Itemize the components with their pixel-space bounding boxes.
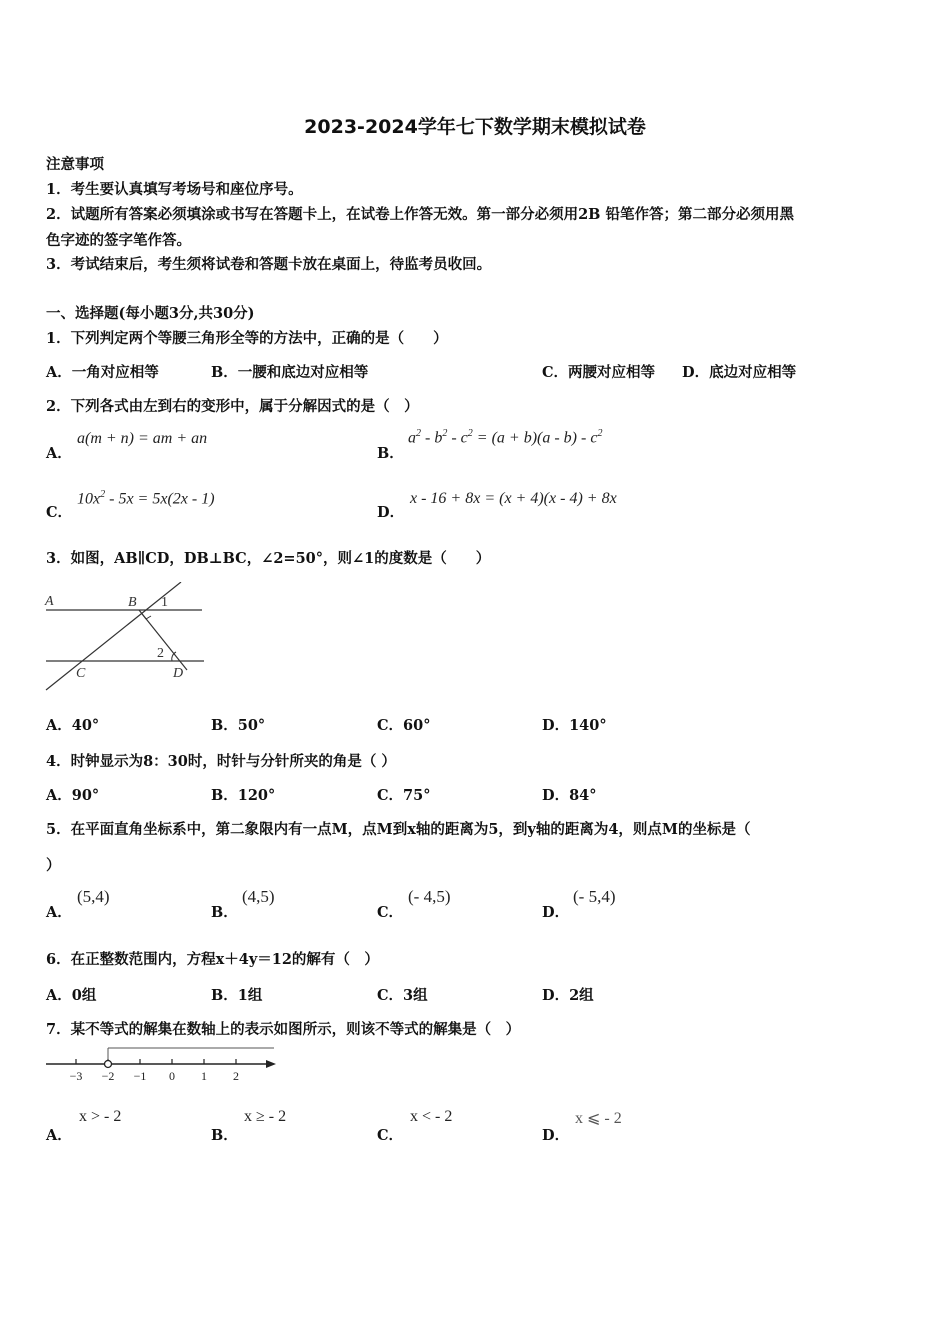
- q3-figure: [44, 582, 206, 694]
- q6-stem: 6．在正整数范围内，方程x＋4y＝12的解有（ ）: [46, 951, 379, 968]
- q2-stem: 2．下列各式由左到右的变形中，属于分解因式的是（ ）: [46, 398, 419, 415]
- q3-stem: 3．如图，AB∥CD，DB⊥BC，∠2=50°，则∠1的度数是（ ）: [46, 550, 491, 567]
- notice-item-1: 1．考生要认真填写考场号和座位序号。: [46, 181, 303, 198]
- label-1: 1: [161, 595, 168, 610]
- q1-option-c: C．两腰对应相等: [542, 364, 656, 381]
- q7-stem: 7．某不等式的解集在数轴上的表示如图所示，则该不等式的解集是（ ）: [46, 1021, 521, 1038]
- q7-option-d: x ⩽ - 2: [575, 1110, 622, 1127]
- q4-option-d: D．84°: [542, 787, 597, 804]
- label-d: D: [173, 666, 184, 681]
- angle-2-arc: [172, 652, 176, 661]
- axis-arrow: [266, 1060, 276, 1068]
- q2-label-b: B．: [377, 445, 404, 462]
- q2-label-d: D．: [377, 504, 405, 521]
- q7-option-b: x ≥ - 2: [244, 1108, 287, 1125]
- q2-option-b: $a^2 - b^2 - c^2 = (a + b)(a - b) - c^2$: [408, 428, 603, 447]
- q7-label-c: C．: [377, 1127, 404, 1144]
- q4-option-a: A．90°: [46, 787, 100, 804]
- notice-item-2: 2．试题所有答案必须填涂或书写在答题卡上，在试卷上作答无效。第一部分必须用2B 铅笔作答；第二部分必须用黑: [46, 206, 794, 223]
- label-b: B: [128, 595, 137, 610]
- axis-tick-label: 0: [169, 1069, 175, 1083]
- q5-option-c: (- 4,5): [408, 887, 451, 906]
- q4-option-c: C．75°: [377, 787, 431, 804]
- notice-heading: 注意事项: [46, 156, 104, 173]
- section-heading: 一、选择题(每小题3分,共30分): [46, 305, 255, 322]
- q1-stem: 1．下列判定两个等腰三角形全等的方法中，正确的是（ ）: [46, 330, 448, 347]
- q4-stem: 4．时钟显示为8：30时，时针与分针所夹的角是（ ）: [46, 753, 396, 770]
- q5-label-d: D．: [542, 904, 570, 921]
- q5-option-b: (4,5): [242, 887, 275, 906]
- q3-option-c: C．60°: [377, 717, 431, 734]
- q6-option-c: C．3组: [377, 987, 428, 1004]
- q5-stem: 5．在平面直角坐标系中，第二象限内有一点M，点M到x轴的距离为5，到y轴的距离为4，则点M的坐标是（: [46, 821, 751, 838]
- q6-option-d: D．2组: [542, 987, 594, 1004]
- q7-option-a: x > - 2: [79, 1108, 122, 1125]
- q1-option-d: D．底边对应相等: [682, 364, 797, 381]
- axis-tick-label: −3: [69, 1069, 83, 1083]
- axis-tick-label: −1: [133, 1069, 147, 1083]
- q5-label-c: C．: [377, 904, 404, 921]
- q3-option-a: A．40°: [46, 717, 100, 734]
- q1-option-a: A．一角对应相等: [46, 364, 159, 381]
- q2-option-a: a(m + n) = am + an: [77, 430, 208, 447]
- label-2: 2: [157, 646, 164, 661]
- q2-option-d: x - 16 + 8x = (x + 4)(x - 4) + 8x: [410, 490, 617, 507]
- q1-option-b: B．一腰和底边对应相等: [211, 364, 369, 381]
- open-point: [105, 1061, 112, 1068]
- q2-label-c: C．: [46, 504, 73, 521]
- q7-label-b: B．: [211, 1127, 238, 1144]
- q5-stem-cont: ）: [46, 857, 61, 874]
- q5-option-d: (- 5,4): [573, 887, 616, 906]
- q2-label-a: A．: [46, 445, 72, 462]
- axis-tick-label: −2: [101, 1069, 115, 1083]
- q6-option-b: B．1组: [211, 987, 263, 1004]
- q3-option-d: D．140°: [542, 717, 607, 734]
- exam-title: 2023-2024学年七下数学期末模拟试卷: [304, 116, 646, 138]
- q3-option-b: B．50°: [211, 717, 266, 734]
- q2-option-c: $10x^2 - 5x = 5x(2x - 1)$: [77, 489, 215, 508]
- axis-tick-label: 1: [201, 1069, 207, 1083]
- q7-label-a: A．: [46, 1127, 72, 1144]
- label-c: C: [76, 666, 86, 681]
- q5-label-a: A．: [46, 904, 72, 921]
- q5-label-b: B．: [211, 904, 238, 921]
- q6-option-a: A．0组: [46, 987, 97, 1004]
- q7-number-line: [44, 1044, 280, 1084]
- notice-item-3: 3．考试结束后，考生须将试卷和答题卡放在桌面上，待监考员收回。: [46, 256, 492, 273]
- notice-item-2-cont: 色字迹的签字笔作答。: [46, 232, 191, 249]
- q7-label-d: D．: [542, 1127, 570, 1144]
- q5-option-a: (5,4): [77, 887, 110, 906]
- label-a: A: [45, 594, 54, 609]
- axis-tick-label: 2: [233, 1069, 239, 1083]
- q7-option-c: x < - 2: [410, 1108, 453, 1125]
- q4-option-b: B．120°: [211, 787, 276, 804]
